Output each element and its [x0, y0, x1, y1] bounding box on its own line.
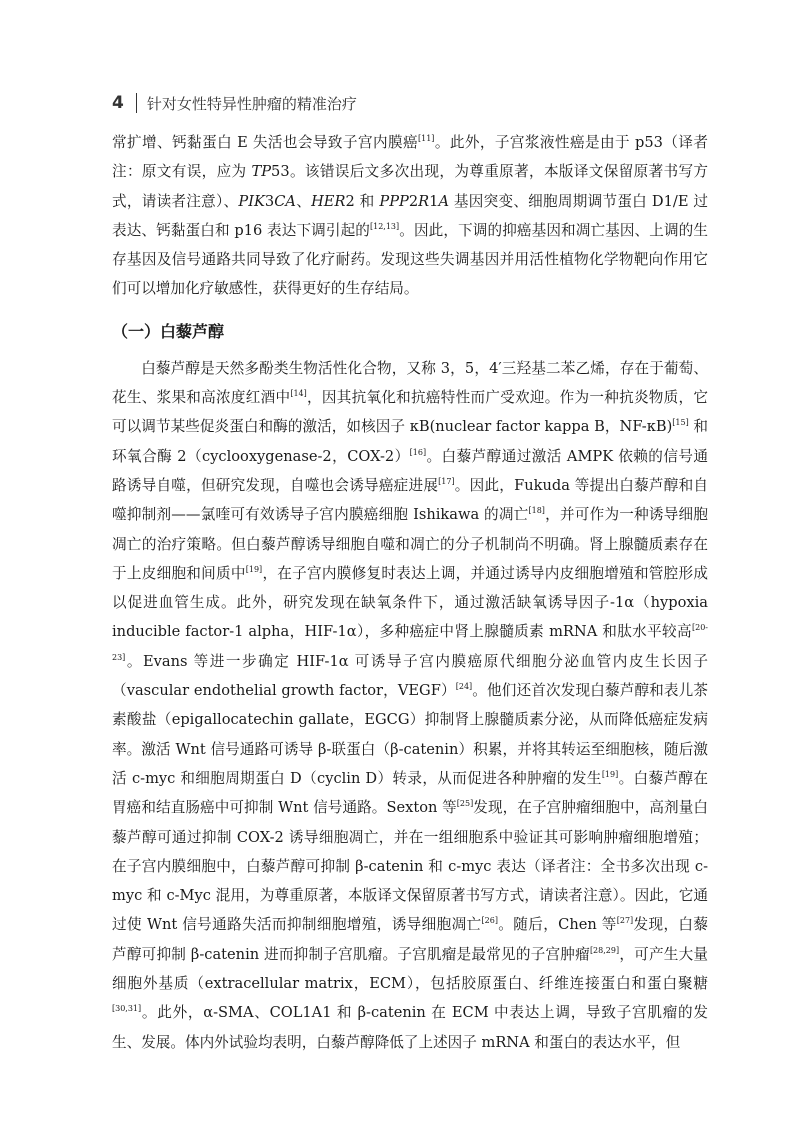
citation: [30,31] — [112, 1004, 142, 1014]
page-body — [112, 128, 708, 1057]
running-title: 针对女性特异性肿瘤的精准治疗 — [146, 94, 357, 113]
header-divider — [136, 93, 137, 113]
citation: [14] — [290, 389, 307, 399]
section-heading: （一）白藜芦醇 — [112, 321, 225, 341]
citation: [27] — [616, 916, 634, 926]
paragraph-continuation: 常扩增、钙黏蛋白 E 失活也会导致子宫内膜癌[11]。此外，子宫浆液性癌是由于 p53（译者注：原文有误，应为 TP53。该错误后文多次出现，为尊重原著，本版译文保留原著书写方式，请读者注意）、PIK3CA、HER2 和 PPP2R1A 基因突变、细胞周期调节蛋白 D1/E 过表达、钙黏蛋白和 p16 表达下调引起的[12,13]。因此，下调的抑癌基因和凋亡基因、上调的生存基因及信号通路共同导致了化疗耐药。发现这些失调基因并用活性植物化学物靶向作用它们可以增加化疗敏感性，获得更好的生存结局。 — [112, 134, 709, 298]
citation: [16] — [409, 447, 427, 457]
citation: [25] — [456, 799, 474, 809]
paragraph-resveratrol: 白藜芦醇是天然多酚类生物活性化合物，又称 3，5，4′三羟基二苯乙烯，存在于葡萄、花生、浆果和高浓度红酒中[14]，因其抗氧化和抗癌特性而广受欢迎。作为一种抗炎物质，它可以调节某些促炎蛋白和酶的激活，如核因子 κB(nuclear factor kappa B，NF-κB)[15] 和环氧合酶 2（cyclooxygenase-2，COX-2）[16]。白藜芦醇通过激活 AMPK 依赖的信号通路诱导自噬，但研究发现，自噬也会诱导癌症进展[17]。因此，Fukuda 等提出白藜芦醇和自噬抑制剂——氯喹可有效诱导子宫内膜癌细胞 Ishikawa 的凋亡[18]，并可作为一种诱导细胞凋亡的治疗策略。但白藜芦醇诱导细胞自噬和凋亡的分子机制尚不明确。肾上腺髓质素存在于上皮细胞和间质中[19]，在子宫内膜修复时表达上调，并通过诱导内皮细胞增殖和管腔形成以促进血管生成。此外，研究发现在缺氧条件下，通过激活缺氧诱导因子-1α（hypoxia inducible factor-1 alpha，HIF-1α），多种癌症中肾上腺髓质素 mRNA 和肽水平较高[20-23]。Evans 等进一步确定 HIF-1α 可诱导子宫内膜癌原代细胞分泌血管内皮生长因子（vascular endothelial growth factor，VEGF）[24]。他们还首次发现白藜芦醇和表儿茶素酸盐（epigallocatechin gallate，EGCG）抑制肾上腺髓质素分泌，从而降低癌症发病率。激活 Wnt 信号通路可诱导 β-联蛋白（β-catenin）积累，并将其转运至细胞核，随后激活 c-myc 和细胞周期蛋白 D（cyclin D）转录，从而促进各种肿瘤的发生[19]。白藜芦醇在胃癌和结直肠癌中可抑制 Wnt 信号通路。Sexton 等[25]发现，在子宫肿瘤细胞中，高剂量白藜芦醇可通过抑制 COX-2 诱导细胞凋亡，并在一组细胞系中验证其可影响肿瘤细胞增殖；在子宫内膜细胞中，白藜芦醇可抑制 β-catenin 和 c-myc 表达（译者注：全书多次出现 c-myc 和 c-Myc 混用，为尊重原著，本版译文保留原著书写方式，请读者注意）。因此，它通过使 Wnt 信号通路失活而抑制细胞增殖，诱导细胞凋亡[26]。随后，Chen 等[27]发现，白藜芦醇可抑制 β-catenin 进而抑制子宫肌瘤。子宫肌瘤是最常见的子宫肿瘤[28,29]，可产生大量细胞外基质（extracellular matrix，ECM），包括胶原蛋白、纤维连接蛋白和蛋白聚糖[30,31]。此外，α-SMA、COL1A1 和 β-catenin 在 ECM 中表达上调，导致子宫肌瘤的发生、发展。体内外试验均表明，白藜芦醇降低了上述因子 mRNA 和蛋白的表达水平，但 — [112, 359, 708, 1051]
citation: [19] — [245, 564, 263, 574]
page-number: 4 — [112, 93, 124, 113]
citation: [15] — [672, 418, 689, 428]
citation: [11] — [418, 134, 435, 143]
running-header — [112, 90, 357, 116]
citation: [19] — [601, 769, 619, 779]
citation: [28,29] — [589, 945, 620, 955]
citation: [17] — [438, 476, 455, 486]
citation: [24] — [455, 682, 473, 692]
citation: [20-23] — [112, 623, 708, 662]
citation: [12,13] — [370, 221, 400, 231]
citation: [18] — [528, 506, 545, 516]
citation: [26] — [481, 916, 498, 926]
